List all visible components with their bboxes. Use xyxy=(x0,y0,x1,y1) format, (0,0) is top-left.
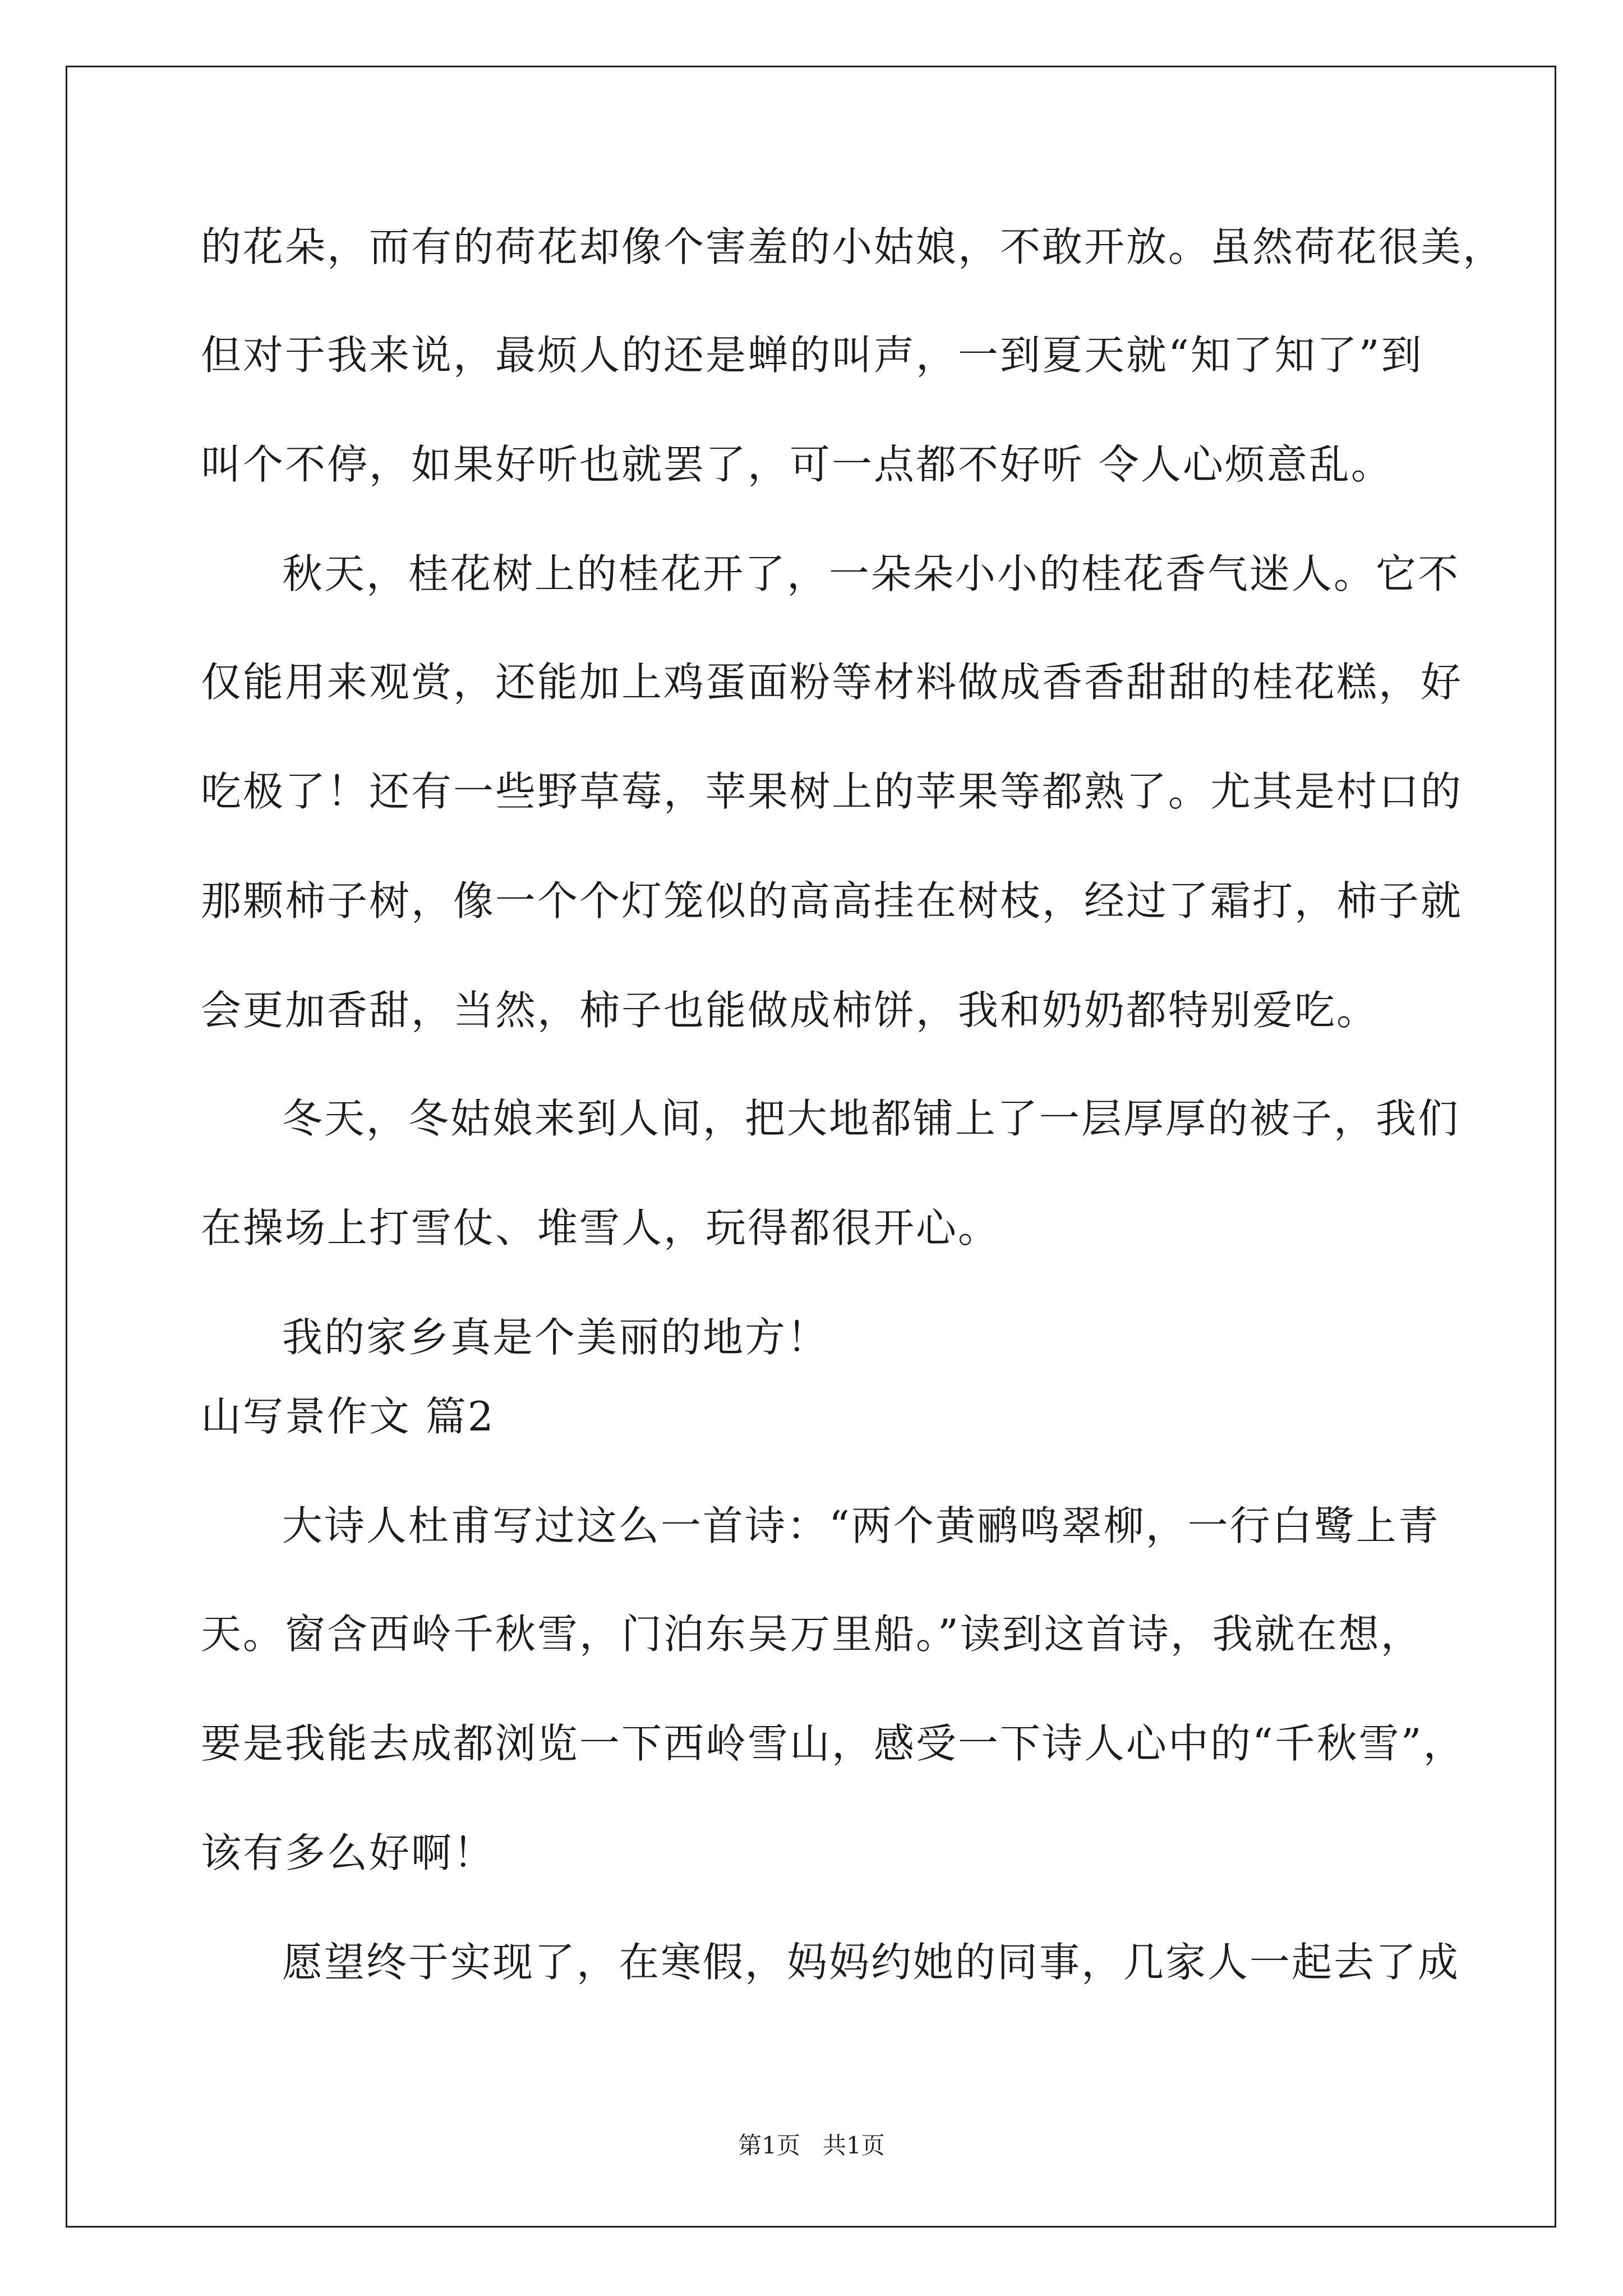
page-border xyxy=(66,66,1556,2228)
text-line: 但对于我来说，最烦人的还是蝉的叫声，一到夏天就“知了知了”到 xyxy=(201,332,1423,379)
text-line: 大诗人杜甫写过这么一首诗：“两个黄鹂鸣翠柳，一行白鹭上青 xyxy=(282,1502,1440,1549)
text-line: 冬天，冬姑娘来到人间，把大地都铺上了一层厚厚的被子，我们 xyxy=(282,1095,1460,1142)
text-line: 秋天，桂花树上的桂花开了，一朵朵小小的桂花香气迷人。它不 xyxy=(282,550,1460,597)
text-line: 会更加香甜，当然，柿子也能做成柿饼，我和奶奶都特别爱吃。 xyxy=(201,987,1379,1034)
text-line: 我的家乡真是个美丽的地方！ xyxy=(282,1314,829,1361)
text-line: 吃极了！还有一些野草莓，苹果树上的苹果等都熟了。尤其是村口的 xyxy=(201,768,1463,815)
text-line: 在操场上打雪仗、堆雪人，玩得都很开心。 xyxy=(201,1204,1000,1251)
text-line: 愿望终于实现了，在寒假，妈妈约她的同事，几家人一起去了成 xyxy=(282,1939,1460,1986)
text-line: 叫个不停，如果好听也就罢了，可一点都不好听 令人心烦意乱。 xyxy=(201,441,1393,488)
text-line: 该有多么好啊！ xyxy=(201,1829,496,1876)
page-footer: 第1页 共1页 xyxy=(738,2132,885,2159)
text-line: 要是我能去成都浏览一下西岭雪山，感受一下诗人心中的“千秋雪”， xyxy=(201,1720,1465,1767)
text-line: 天。窗含西岭千秋雪，门泊东吴万里船。”读到这首诗，我就在想， xyxy=(201,1611,1423,1658)
section-heading: 山写景作文 篇2 xyxy=(201,1393,495,1440)
text-line: 的花朵，而有的荷花却像个害羞的小姑娘，不敢开放。虽然荷花很美， xyxy=(201,223,1505,270)
text-line: 那颗柿子树，像一个个灯笼似的高高挂在树枝，经过了霜打，柿子就 xyxy=(201,877,1463,924)
text-line: 仅能用来观赏，还能加上鸡蛋面粉等材料做成香香甜甜的桂花糕，好 xyxy=(201,659,1463,706)
